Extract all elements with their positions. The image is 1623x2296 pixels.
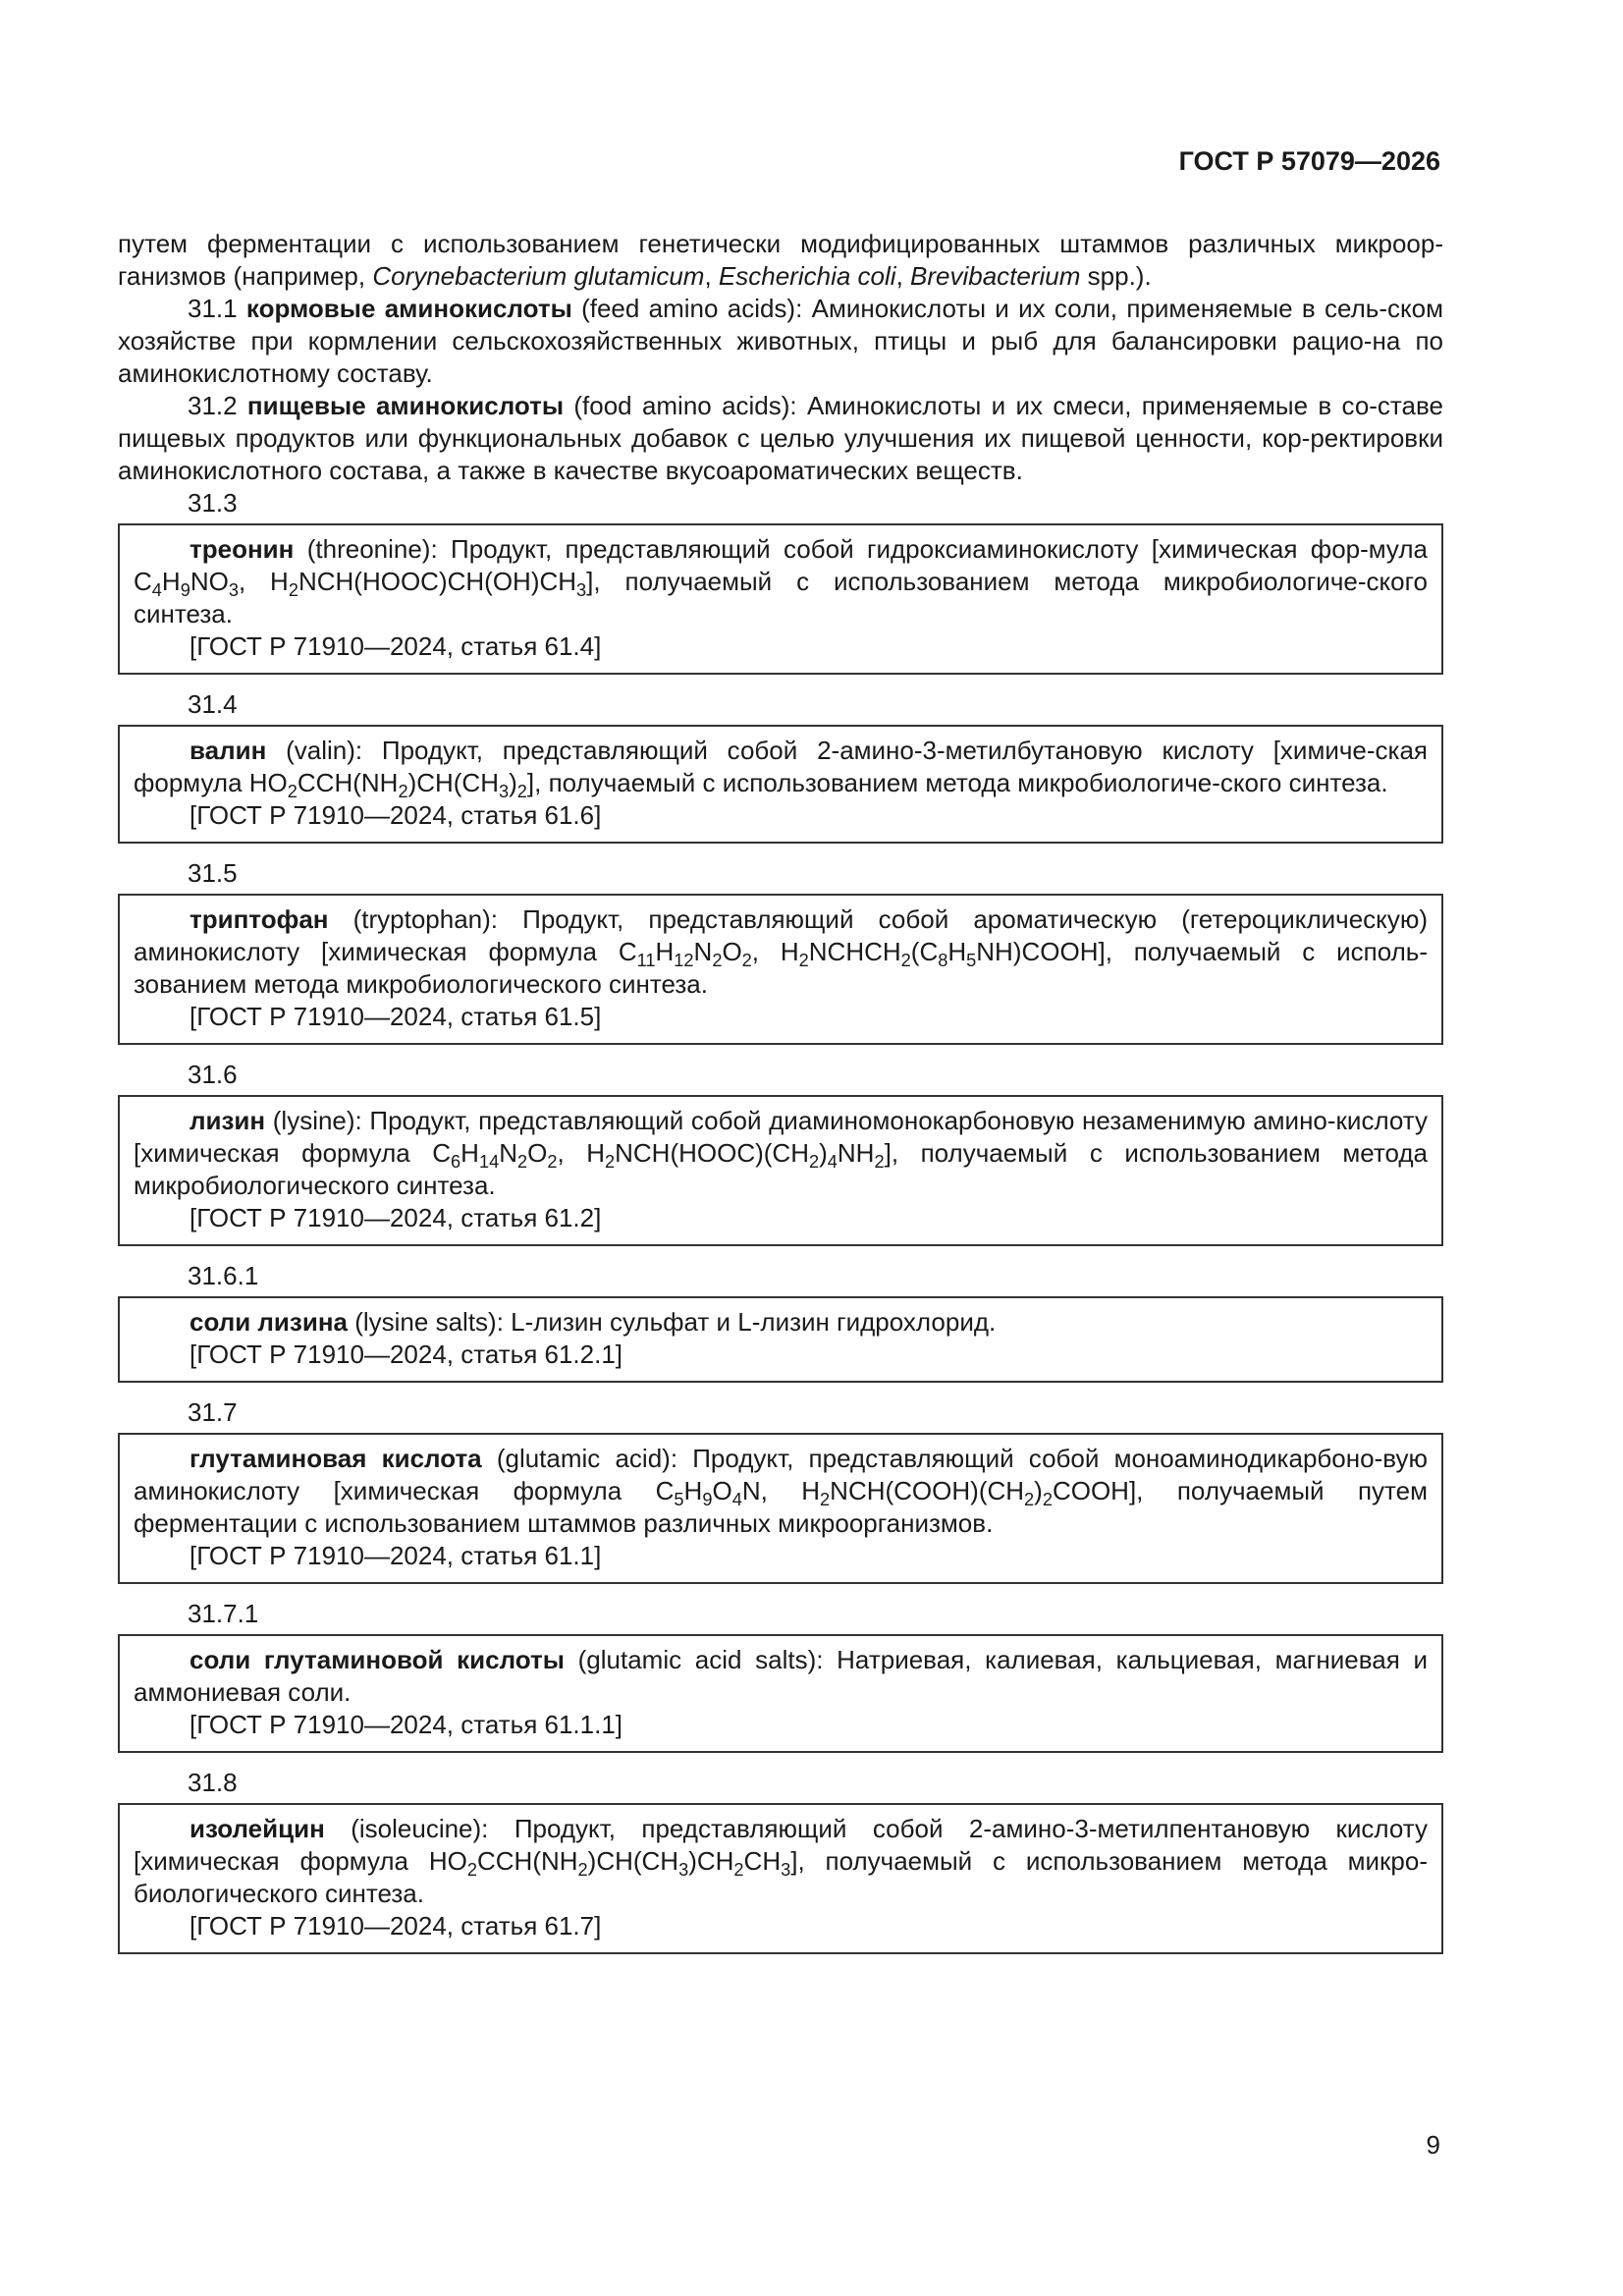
term-reference: [ГОСТ Р 71910—2024, статья 61.1.1] [189, 1710, 623, 1739]
document-header-standard: ГОСТ Р 57079—2026 [1178, 146, 1440, 176]
term-definition: изолейцин (isoleucine): Продукт, представляющий собой 2-амино-3-метилпентановую кислоту [химическая формула $HO_2CCH(NH_2)CH(CH_3)CH_2CH_3$], получаемый с использованием метода микро-биологического синтеза. [134, 1814, 1429, 1908]
term-title: соли глутаминовой кислоты [189, 1645, 565, 1674]
term-number: 31.4 [188, 689, 238, 719]
term-definition: соли глутаминовой кислоты (glutamic acid salts): Натриевая, калиевая, кальциевая, магниевая и аммониевая соли. [134, 1645, 1428, 1707]
separator: , [704, 261, 719, 291]
term-reference: [ГОСТ Р 71910—2024, статья 61.7] [189, 1911, 602, 1941]
term-number: 31.7 [188, 1397, 238, 1427]
term-reference: [ГОСТ Р 71910—2024, статья 61.1] [189, 1541, 602, 1570]
term-box-glutamic-acid-salts [118, 1634, 1443, 1753]
clause-term: пищевые аминокислоты [246, 391, 565, 420]
term-title: валин [189, 736, 267, 765]
document-body [118, 228, 1443, 1968]
term-reference: [ГОСТ Р 71910—2024, статья 61.2.1] [189, 1339, 623, 1369]
term-box-tryptophan [118, 894, 1443, 1045]
term-number: 31.5 [188, 858, 238, 888]
species-name: Brevibacterium [910, 261, 1081, 291]
term-definition: глутаминовая кислота (glutamic acid): Продукт, представляющий собой моноаминодикарбоно-вую аминокислоту [химическая формула $C_5H_9O_4N$, $H_2NCH(COOH)(CH_2)_2COOH$], получаемый путем ферментации с использованием штаммов различных микроорганизмов. [134, 1444, 1429, 1538]
term-number: 31.6.1 [188, 1261, 259, 1290]
term-box-isoleucine [118, 1803, 1443, 1954]
term-title: изолейцин [189, 1814, 325, 1843]
term-box-threonine [118, 523, 1443, 675]
clause-text: (food amino acids): Аминокислоты и их смеси, применяемые в со-ставе пищевых продуктов или функциональных добавок с целью улучшения их пищевой ценности, кор-ректировки аминокислотного состава, а также в качестве вкусоароматических веществ. [118, 391, 1443, 485]
term-reference: [ГОСТ Р 71910—2024, статья 61.2] [189, 1203, 602, 1232]
clause-text: (feed amino acids): Аминокислоты и их соли, применяемые в сель-ском хозяйстве при кормлении сельскохозяйственных животных, птицы и рыб для балансировки рацио-на по аминокислотному составу. [118, 294, 1444, 388]
term-box-lysine-salts [118, 1296, 1443, 1383]
term-definition: валин (valin): Продукт, представляющий собой 2-амино-3-метилбутановую кислоту [химиче-ская формула $HO_2CCH(NH_2)CH(CH_3)_2$], получаемый с использованием метода микробиологиче-ского синтеза. [134, 736, 1428, 801]
term-number: 31.8 [188, 1768, 238, 1797]
term-title: триптофан [189, 904, 329, 934]
term-definition: лизин (lysine): Продукт, представляющий собой диаминомонокарбоновую незаменимую амино-кислоту [химическая формула $C_6H_{14}N_2O_2$, $H_2NCH(HOOC)(CH_2)_4NH_2$], получаемый с использованием метода микробиологического синтеза. [134, 1106, 1428, 1200]
term-definition: треонин (threonine): Продукт, представляющий собой гидроксиаминокислоту [химическая фор-мула $C_4H_9NO_3$, $H_2NCH(HOOC)CH(OH)CH_3$], получаемый с использованием метода микробиологиче-ского синтеза. [134, 534, 1428, 629]
term-title: треонин [189, 534, 295, 564]
clause-term: кормовые аминокислоты [245, 294, 572, 323]
intro-text: путем ферментации с использованием генетически модифицированных штаммов различных микроор-ганизмов (например, [118, 229, 1443, 291]
clause-31-2 [118, 390, 1443, 487]
separator: , [895, 261, 911, 291]
term-box-lysine [118, 1095, 1443, 1246]
term-title: соли лизина [189, 1307, 348, 1337]
term-number: 31.6 [188, 1060, 238, 1089]
term-box-valine [118, 725, 1443, 844]
term-title: глутаминовая кислота [189, 1444, 482, 1473]
term-number: 31.7.1 [188, 1599, 259, 1628]
intro-text: spp.). [1080, 261, 1152, 291]
species-name: Corynebacterium glutamicum [372, 261, 705, 291]
term-number: 31.3 [188, 488, 238, 518]
term-definition: триптофан (tryptophan): Продукт, представляющий собой ароматическую (гетероциклическую) аминокислоту [химическая формула $C_{11}H_{12}N_2O_2$, $H_2NCHCH_2(C_8H_5NH)COOH$], получаемый с исполь-зованием метода микробиологического синтеза. [134, 904, 1429, 999]
clause-number: 31.2 [188, 391, 247, 420]
term-reference: [ГОСТ Р 71910—2024, статья 61.4] [189, 631, 602, 661]
species-name: Escherichia coli [718, 261, 896, 291]
term-reference: [ГОСТ Р 71910—2024, статья 61.6] [189, 800, 602, 830]
page-number: 9 [1426, 2130, 1440, 2159]
term-title: лизин [189, 1106, 266, 1135]
intro-paragraph [118, 228, 1443, 293]
term-box-glutamic-acid [118, 1433, 1443, 1584]
clause-31-1 [118, 293, 1443, 390]
term-definition: соли лизина (lysine salts): L-лизин сульфат и L-лизин гидрохлорид. [189, 1307, 997, 1337]
term-reference: [ГОСТ Р 71910—2024, статья 61.5] [189, 1002, 602, 1031]
clause-number: 31.1 [188, 294, 246, 323]
